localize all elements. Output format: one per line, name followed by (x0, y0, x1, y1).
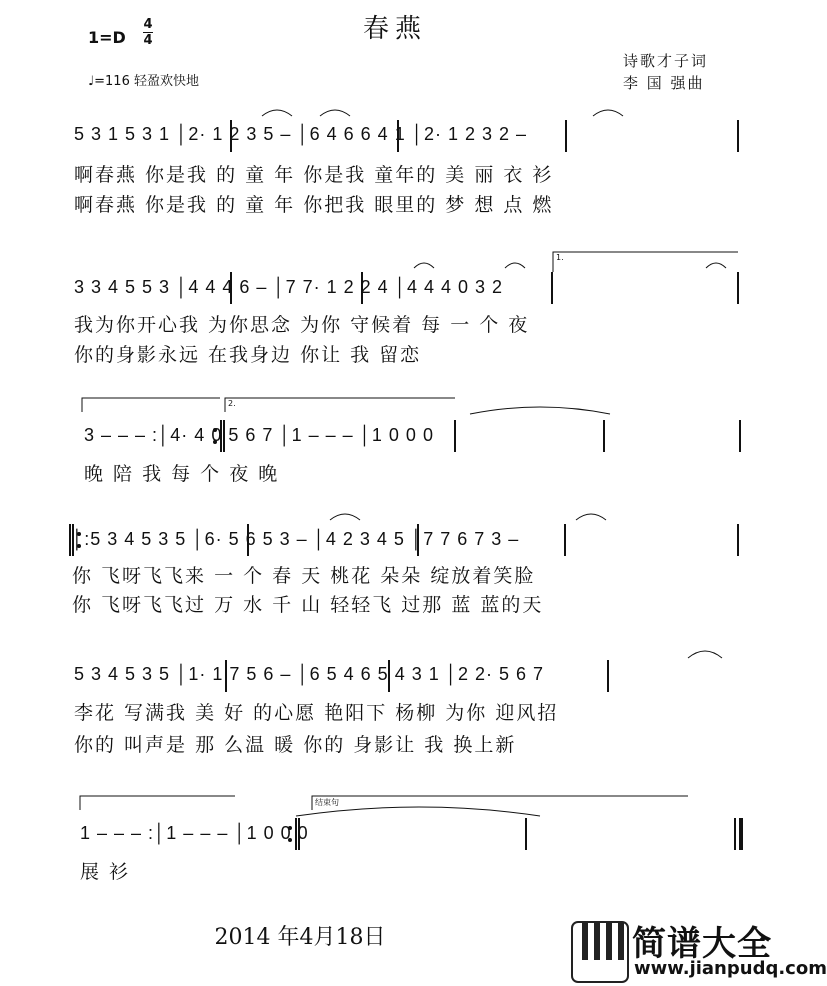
notes-line-2: 3 3 4 5 5 3 │4 4 4 6 – │7 7· 1 2 2 4 │4 4 4 0 3 2 (74, 277, 504, 297)
ending-label: 结束句 (315, 798, 339, 807)
song-title: 春燕 (362, 14, 427, 44)
notes-line-6: 1 – – – :│1 – – – │1 0 0 0 (80, 823, 309, 843)
meter-bottom: 4 (143, 33, 153, 48)
volta-1-label: 1. (556, 253, 564, 262)
notes-line-4: │:5 3 4 5 3 5 │6· 5 6 5 3 – │4 2 3 4 5 │7 7 6 7 3 – (72, 529, 520, 549)
key-signature: 1=D (88, 28, 126, 47)
lyrics-line-1b: 啊春燕 你是我 的 童 年 你把我 眼里的 梦 想 点 燃 (74, 194, 554, 216)
notes-line-3: 3 – – – :│4· 4 0 5 6 7 │1 – – – │1 0 0 0 (84, 425, 434, 445)
lyricist-credit: 诗歌才子词 (623, 52, 709, 70)
lyrics-line-4a: 你 飞呀飞飞来 一 个 春 天 桃花 朵朵 绽放着笑脸 (72, 565, 536, 587)
meter-top: 4 (143, 17, 153, 32)
logo-name: 简谱大全 (632, 924, 772, 964)
volta-2-label: 2. (228, 399, 236, 408)
logo-url: www.jianpudq.com (634, 958, 827, 979)
lyrics-line-6: 展 衫 (80, 861, 131, 883)
lyrics-line-1a: 啊春燕 你是我 的 童 年 你是我 童年的 美 丽 衣 衫 (74, 164, 554, 186)
date-stamp: 2014 年4月18日 (214, 925, 386, 950)
composer-credit: 李 国 强曲 (623, 74, 705, 92)
lyrics-line-2a: 我为你开心我 为你思念 为你 守候着 每 一 个 夜 (74, 314, 530, 336)
lyrics-line-3: 晚 陪 我 每 个 夜 晚 (84, 463, 280, 485)
lyrics-line-4b: 你 飞呀飞飞过 万 水 千 山 轻轻飞 过那 蓝 蓝的天 (72, 594, 544, 616)
lyrics-line-2b: 你的身影永远 在我身边 你让 我 留恋 (74, 344, 422, 366)
notes-line-5: 5 3 4 5 3 5 │1· 1 7 5 6 – │6 5 4 6 5 4 3 1 │2 2· 5 6 7 (74, 664, 545, 684)
tempo-marking: ♩=116 轻盈欢快地 (88, 74, 199, 89)
lyrics-line-5a: 李花 写满我 美 好 的心愿 艳阳下 杨柳 为你 迎风招 (74, 702, 559, 724)
lyrics-line-5b: 你的 叫声是 那 么温 暖 你的 身影让 我 换上新 (74, 734, 517, 756)
notes-line-1: 5 3 1 5 3 1 │2· 1 2 3 5 – │6 4 6 6 4 1 │2· 1 2 3 2 – (74, 124, 528, 144)
